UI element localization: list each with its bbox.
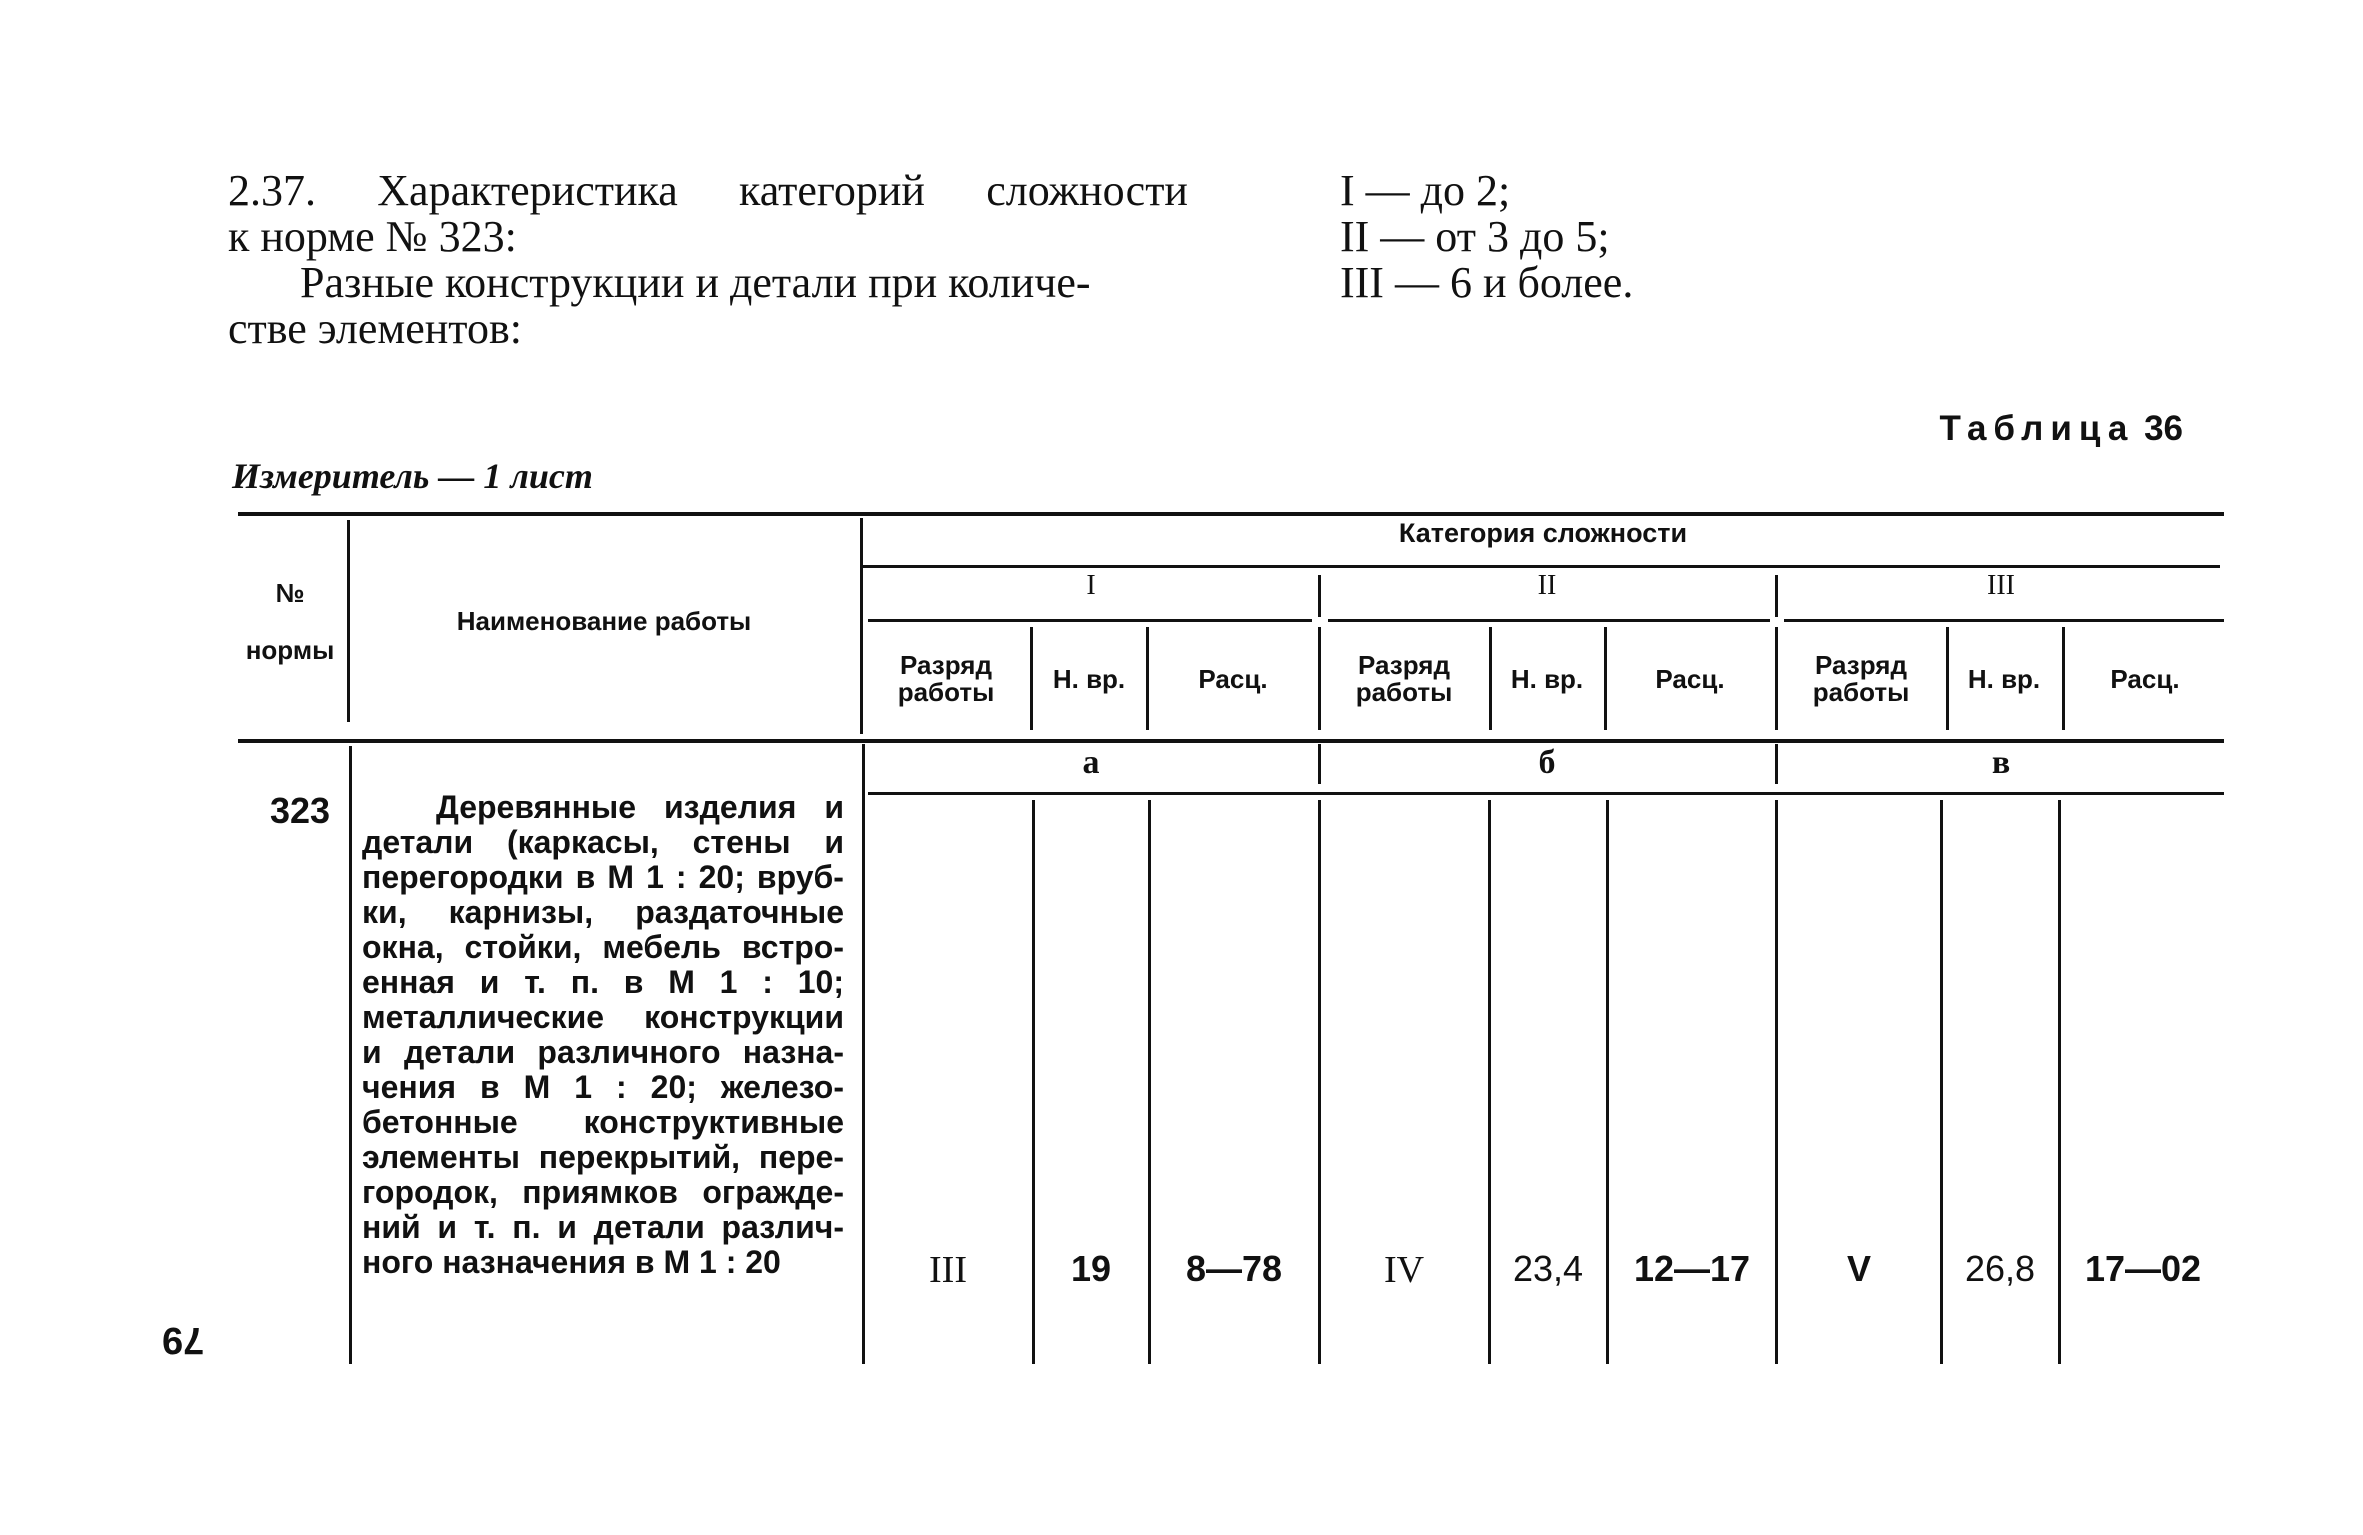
- intro-line: Разные конструкции и детали при количе-: [300, 258, 1091, 307]
- rate-header-text: Расц.: [1198, 663, 1268, 694]
- category-rule: [862, 565, 2220, 568]
- work-line: енная и т. п. в М 1 : 10;: [362, 964, 844, 1000]
- range-line: III — 6 и более.: [1340, 258, 1634, 307]
- time-header-text: Н. вр.: [1510, 663, 1584, 694]
- rate-header: [1608, 640, 1772, 718]
- table-caption-number: 36: [2144, 409, 2183, 448]
- rate-header: [1150, 640, 1316, 718]
- rank-header-line: работы: [1812, 677, 1910, 707]
- complexity-ranges: [1340, 168, 1633, 306]
- time-header-text: Н. вр.: [1967, 663, 2041, 694]
- category-i-label: I: [1086, 570, 1096, 601]
- header-divider: [1146, 627, 1149, 730]
- work-line: городок, приямков огражде-: [362, 1174, 844, 1210]
- column-letter-v: в: [1991, 744, 2011, 781]
- intro-line: к норме № 323:: [228, 212, 517, 261]
- rank-value-iii: V: [1846, 1248, 1871, 1289]
- table-top-rule: [238, 512, 2224, 516]
- body-divider: [1940, 800, 1943, 1364]
- body-divider: [1775, 800, 1778, 1364]
- intro-line: 2.37. Характеристика категорий сложности: [228, 166, 1188, 215]
- category-i-rule: [868, 619, 1312, 622]
- work-line: окна, стойки, мебель встро-: [362, 929, 844, 965]
- time-header-text: Н. вр.: [1052, 663, 1126, 694]
- work-line: бетонные конструктивные: [362, 1104, 844, 1140]
- rate-value-iii: 17—02: [2084, 1248, 2202, 1289]
- norm-header-line: нормы: [245, 635, 335, 665]
- rank-header-line: Разряд: [900, 650, 992, 680]
- time-value-i: 19: [1070, 1248, 1112, 1289]
- header-divider: [1775, 575, 1778, 617]
- rate-header-text: Расц.: [2110, 663, 2180, 694]
- work-line: и детали различного назна-: [362, 1034, 844, 1070]
- page-number: 79: [162, 1319, 205, 1361]
- category-header: Категория сложности: [1398, 518, 1688, 548]
- body-divider: [1032, 800, 1035, 1364]
- rank-header-line: Разряд: [1358, 650, 1450, 680]
- work-line: ного назначения в М 1 : 20: [362, 1244, 781, 1280]
- body-divider: [349, 746, 352, 1364]
- table-caption-word: Таблица: [1939, 409, 2135, 448]
- work-line: чения в М 1 : 20; железо-: [362, 1069, 844, 1105]
- header-divider: [1489, 627, 1492, 730]
- body-divider: [862, 744, 865, 1364]
- body-divider: [1318, 744, 1321, 784]
- rank-header-line: работы: [897, 677, 995, 707]
- range-line: II — от 3 до 5;: [1340, 212, 1610, 261]
- category-iii-label: III: [1987, 570, 2015, 601]
- table-caption: [1939, 409, 2183, 449]
- header-divider: [860, 518, 863, 734]
- header-divider: [1604, 627, 1607, 730]
- category-iii-rule: [1784, 619, 2224, 622]
- header-divider: [1318, 627, 1321, 730]
- body-divider: [1488, 800, 1491, 1364]
- rank-header: [866, 640, 1026, 718]
- category-ii-rule: [1328, 619, 1770, 622]
- measurement-unit: Измеритель — 1 лист: [232, 456, 593, 496]
- header-divider: [1775, 627, 1778, 730]
- time-value-ii: 23,4: [1512, 1248, 1584, 1289]
- norm-header-line: №: [275, 578, 305, 608]
- header-divider: [347, 520, 350, 722]
- work-description: [362, 790, 844, 1280]
- time-header: [1034, 640, 1144, 718]
- time-header: [1493, 640, 1601, 718]
- header-divider: [2062, 627, 2065, 730]
- rank-header-line: Разряд: [1815, 650, 1907, 680]
- work-line: металлические конструкции: [362, 999, 844, 1035]
- range-line: I — до 2;: [1340, 166, 1511, 215]
- body-divider: [2058, 800, 2061, 1364]
- letters-rule: [868, 792, 2224, 795]
- header-divider: [1030, 627, 1033, 730]
- work-name-header: Наименование работы: [456, 606, 752, 636]
- time-header: [1950, 640, 2058, 718]
- rate-header: [2066, 640, 2224, 718]
- rate-header-text: Расц.: [1655, 663, 1725, 694]
- norm-number-header: [238, 580, 342, 664]
- work-line: ки, карнизы, раздаточные: [362, 894, 844, 930]
- rate-value-ii: 12—17: [1633, 1248, 1751, 1289]
- column-letter-b: б: [1538, 744, 1556, 781]
- rate-value-i: 8—78: [1185, 1248, 1283, 1289]
- column-letter-a: а: [1082, 744, 1100, 781]
- work-line: Деревянные изделия и: [436, 789, 844, 825]
- work-line: детали (каркасы, стены и: [362, 824, 844, 860]
- intro-line: стве элементов:: [228, 304, 522, 353]
- header-divider: [1318, 575, 1321, 617]
- header-bottom-rule: [238, 739, 2224, 743]
- intro-paragraph: [228, 168, 1188, 352]
- time-value-iii: 26,8: [1964, 1248, 2036, 1289]
- norm-number: 323: [270, 790, 331, 831]
- header-divider: [1946, 627, 1949, 730]
- rank-header: [1779, 640, 1943, 718]
- category-ii-label: II: [1537, 570, 1557, 601]
- body-divider: [1606, 800, 1609, 1364]
- body-divider: [1318, 800, 1321, 1364]
- work-line: ний и т. п. и детали различ-: [362, 1209, 844, 1245]
- body-divider: [1775, 744, 1778, 784]
- rank-header-line: работы: [1355, 677, 1453, 707]
- body-divider: [1148, 800, 1151, 1364]
- work-line: элементы перекрытий, пере-: [362, 1139, 844, 1175]
- rank-value-ii: IV: [1383, 1249, 1425, 1291]
- rank-header: [1322, 640, 1486, 718]
- rank-value-i: III: [929, 1249, 967, 1291]
- work-line: перегородки в М 1 : 20; вруб-: [362, 859, 844, 895]
